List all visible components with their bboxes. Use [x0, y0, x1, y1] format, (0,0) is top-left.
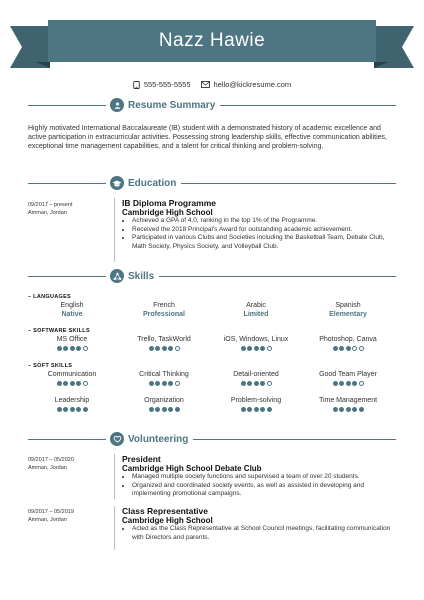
education-entry — [122, 199, 396, 251]
rating-dot-filled — [339, 407, 344, 412]
language-item — [26, 302, 118, 318]
skill-name: Critical Thinking — [139, 371, 189, 378]
rating-dot-filled — [83, 407, 88, 412]
skill-name: Detail-oriented — [233, 371, 279, 378]
rating-dot-filled — [254, 381, 259, 386]
skill-name: Communication — [47, 371, 97, 378]
volunteering-entry — [122, 455, 396, 499]
volunteering-location: Amman, Jordan — [28, 465, 67, 471]
rating-dot-filled — [168, 346, 173, 351]
rating-dot-filled — [149, 381, 154, 386]
rating-dot-filled — [63, 381, 68, 386]
rating-dot-empty — [175, 381, 180, 386]
phone-icon — [133, 81, 140, 89]
summary-heading — [28, 97, 396, 113]
rating-dot-empty — [83, 381, 88, 386]
skill-name: Trello, TaskWorld — [137, 336, 191, 343]
skill-name: MS Office — [56, 336, 88, 343]
rating-dot-filled — [57, 346, 62, 351]
soft-skill — [118, 397, 210, 412]
volunteering-bullets — [132, 525, 396, 542]
rating-dot-filled — [149, 407, 154, 412]
language-level: Elementary — [329, 311, 367, 318]
soft-skill — [26, 397, 118, 412]
rating-dot-filled — [241, 346, 246, 351]
volunteering-rule-left — [28, 439, 106, 440]
rating-dot-filled — [155, 346, 160, 351]
volunteering-bullets — [132, 473, 396, 499]
contact-row — [0, 80, 424, 89]
rating-dot-filled — [57, 381, 62, 386]
education-org: Cambridge High School — [122, 208, 213, 217]
software-skills-label: – SOFTWARE SKILLS — [28, 328, 90, 334]
soft-skill — [26, 371, 118, 386]
rating-dot-filled — [70, 346, 75, 351]
rating-dot-filled — [76, 407, 81, 412]
rating-dot-filled — [155, 407, 160, 412]
education-rule-right — [181, 183, 396, 184]
software-skill — [26, 336, 118, 351]
language-name: English — [60, 302, 84, 309]
rating-dot-filled — [247, 407, 252, 412]
skill-name: Problem-solving — [230, 397, 282, 404]
rating-dot-filled — [149, 346, 154, 351]
rating-dot-filled — [247, 381, 252, 386]
education-divider — [114, 198, 115, 262]
skill-rating — [302, 346, 394, 351]
soft-skills-label: – SOFT SKILLS — [28, 363, 73, 369]
rating-dot-empty — [359, 346, 364, 351]
rating-dot-filled — [352, 381, 357, 386]
rating-dot-filled — [260, 381, 265, 386]
list-item: • Achieved a GPA of 4.0, ranking in the top 1% of the Programme. — [132, 217, 396, 226]
email-text[interactable]: hello@kickresume.com — [213, 80, 292, 89]
rating-dot-filled — [241, 407, 246, 412]
skill-rating — [118, 346, 210, 351]
language-level: Limited — [243, 311, 269, 318]
language-level: Professional — [142, 311, 185, 318]
skill-name: iOS, Windows, Linux — [223, 336, 289, 343]
language-name: Spanish — [335, 302, 361, 309]
rating-dot-filled — [63, 407, 68, 412]
volunteering-divider — [114, 454, 115, 499]
list-item: • Organized and coordinated society events, as well as assisted in developing and implementing promotional campaigns. — [132, 482, 396, 499]
volunteering-date-block — [28, 456, 113, 472]
rating-dot-filled — [76, 381, 81, 386]
software-skill — [118, 336, 210, 351]
skill-rating — [210, 381, 302, 386]
rating-dot-filled — [352, 407, 357, 412]
skill-name: Leadership — [54, 397, 90, 404]
education-date: 09/2017 – present — [28, 202, 73, 208]
network-icon — [110, 269, 124, 283]
rating-dot-filled — [76, 346, 81, 351]
volunteering-org: Cambridge High School Debate Club — [122, 464, 262, 473]
rating-dot-filled — [267, 407, 272, 412]
phone-text: 555-555-5555 — [143, 80, 191, 89]
rating-dot-empty — [359, 381, 364, 386]
rating-dot-filled — [254, 346, 259, 351]
rating-dot-filled — [333, 346, 338, 351]
list-item: • Acted as the Class Representative at School Council meetings, facilitating communication with Directors and parents. — [132, 525, 396, 542]
summary-rule-right — [220, 105, 396, 106]
rating-dot-empty — [83, 346, 88, 351]
rating-dot-empty — [267, 381, 272, 386]
skills-title: Skills — [128, 270, 155, 282]
rating-dot-filled — [155, 381, 160, 386]
rating-dot-filled — [168, 407, 173, 412]
summary-rule-left — [28, 105, 106, 106]
skill-rating — [26, 407, 118, 412]
languages-label: – LANGUAGES — [28, 294, 72, 300]
rating-dot-empty — [352, 346, 357, 351]
rating-dot-filled — [346, 381, 351, 386]
summary-text: Highly motivated International Baccalaureate (IB) student with a demonstrated history of academic excellence and active participation in extracurricular activities. Possessing strong leadership skills, effective communication abilities, exceptional time management capabilities, and a talent for critical thinking and problem-solving. — [28, 125, 387, 150]
rating-dot-filled — [346, 407, 351, 412]
skill-name: Organization — [144, 397, 184, 404]
education-bullets — [132, 217, 396, 251]
banner-tail-left — [10, 26, 50, 68]
education-location: Amman, Jordan — [28, 210, 67, 216]
mail-icon — [201, 81, 210, 88]
language-level: Native — [61, 311, 83, 318]
volunteering-divider — [114, 506, 115, 550]
rating-dot-filled — [260, 346, 265, 351]
volunteering-role: President — [122, 454, 161, 464]
rating-dot-filled — [241, 381, 246, 386]
soft-skill — [210, 371, 302, 386]
rating-dot-filled — [339, 381, 344, 386]
rating-dot-filled — [168, 381, 173, 386]
rating-dot-filled — [70, 407, 75, 412]
skill-rating — [26, 381, 118, 386]
rating-dot-filled — [339, 346, 344, 351]
list-item: • Participated in various Clubs and Societies including the Basketball Team, Debate Club, Math Society, Physics Society, and Volleyball Club. — [132, 234, 396, 251]
education-role: IB Diploma Programme — [122, 198, 216, 208]
soft-skill — [118, 371, 210, 386]
education-title: Education — [128, 177, 177, 189]
volunteering-date: 09/2017 – 05/2020 — [28, 457, 74, 463]
heart-icon — [110, 432, 124, 446]
volunteering-title: Volunteering — [128, 433, 189, 445]
skill-rating — [302, 381, 394, 386]
rating-dot-empty — [175, 346, 180, 351]
software-skill — [210, 336, 302, 351]
name-banner — [0, 20, 424, 68]
education-heading — [28, 175, 396, 191]
soft-skill — [302, 397, 394, 412]
rating-dot-filled — [162, 407, 167, 412]
education-rule-left — [28, 183, 106, 184]
person-icon — [110, 98, 124, 112]
language-item — [210, 302, 302, 318]
email-item[interactable] — [201, 80, 292, 89]
rating-dot-filled — [260, 407, 265, 412]
list-item: • Managed multiple society functions and supervised a team of over 20 students. — [132, 473, 396, 482]
software-skill — [302, 336, 394, 351]
volunteering-org: Cambridge High School — [122, 516, 213, 525]
skill-name: Photoshop, Canva — [319, 336, 377, 343]
banner-tail-right — [374, 26, 414, 68]
soft-skill — [210, 397, 302, 412]
skills-heading — [28, 268, 396, 284]
rating-dot-empty — [267, 346, 272, 351]
list-item: • Received the 2018 Principal's Award for outstanding academic achievement. — [132, 226, 396, 235]
skill-rating — [210, 346, 302, 351]
skill-rating — [118, 381, 210, 386]
volunteering-date-block — [28, 508, 113, 524]
rating-dot-filled — [346, 346, 351, 351]
skill-rating — [210, 407, 302, 412]
rating-dot-filled — [175, 407, 180, 412]
volunteering-rule-right — [193, 439, 396, 440]
skill-rating — [302, 407, 394, 412]
rating-dot-filled — [162, 346, 167, 351]
volunteering-entry — [122, 507, 396, 542]
volunteering-date: 09/2017 – 05/2019 — [28, 509, 74, 515]
skills-rule-left — [28, 276, 106, 277]
rating-dot-filled — [333, 381, 338, 386]
education-date-block — [28, 201, 113, 217]
rating-dot-filled — [70, 381, 75, 386]
banner-main — [48, 20, 376, 62]
rating-dot-filled — [359, 407, 364, 412]
rating-dot-filled — [57, 407, 62, 412]
skill-rating — [26, 346, 118, 351]
rating-dot-filled — [333, 407, 338, 412]
language-name: Arabic — [246, 302, 266, 309]
phone-item — [133, 80, 191, 89]
volunteering-location: Amman, Jordan — [28, 517, 67, 523]
rating-dot-filled — [63, 346, 68, 351]
candidate-name: Nazz Hawie — [158, 30, 266, 51]
volunteering-heading — [28, 431, 396, 447]
skill-name: Good Team Player — [319, 371, 377, 378]
language-item — [302, 302, 394, 318]
summary-title: Resume Summary — [128, 99, 216, 111]
rating-dot-filled — [162, 381, 167, 386]
skill-rating — [118, 407, 210, 412]
graduation-cap-icon — [110, 176, 124, 190]
volunteering-role: Class Representative — [122, 506, 208, 516]
rating-dot-filled — [254, 407, 259, 412]
soft-skill — [302, 371, 394, 386]
skill-name: Time Management — [318, 397, 378, 404]
rating-dot-filled — [247, 346, 252, 351]
language-item — [118, 302, 210, 318]
language-name: French — [153, 302, 175, 309]
skills-rule-right — [159, 276, 396, 277]
